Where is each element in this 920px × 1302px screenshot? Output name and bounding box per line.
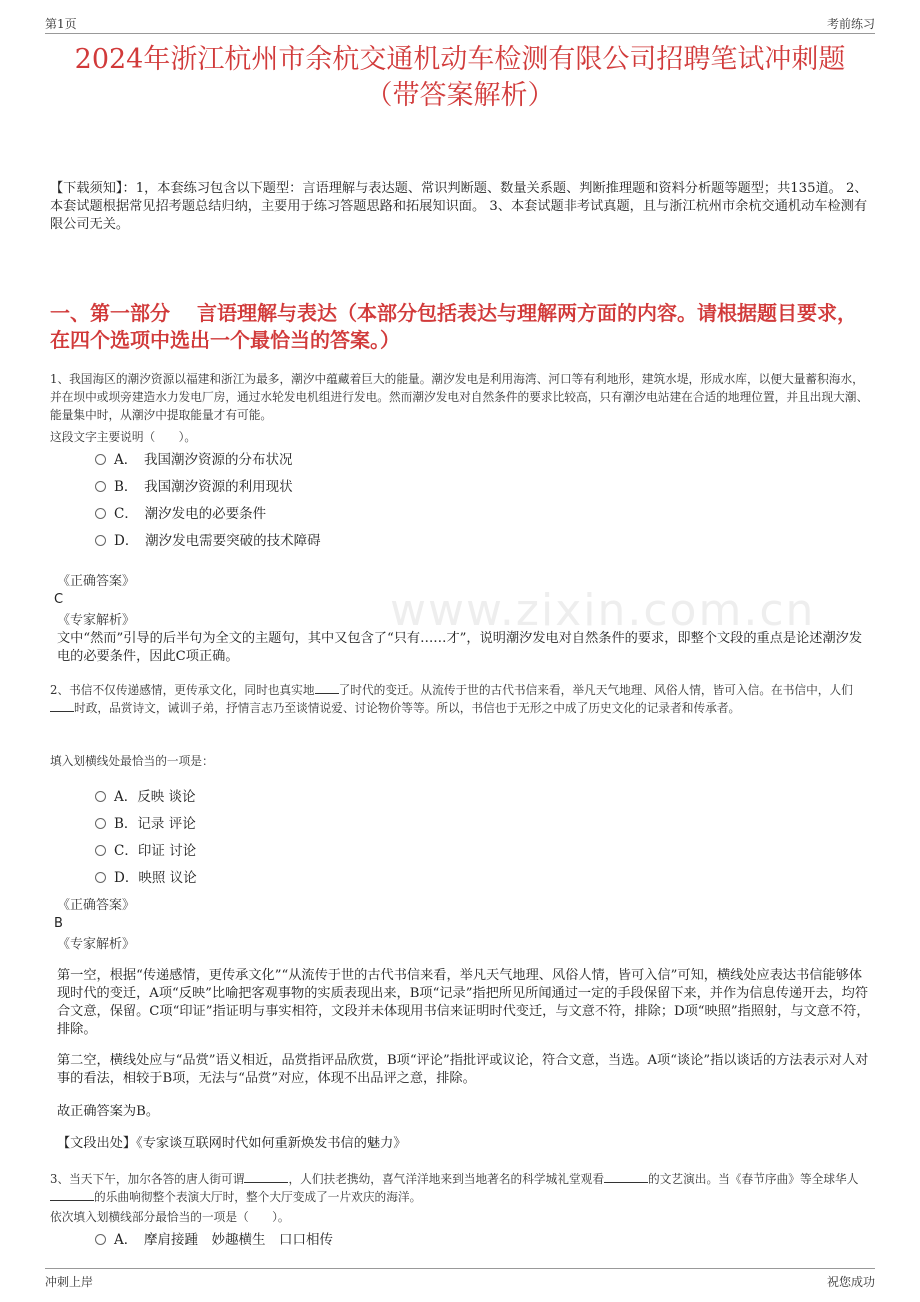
question-3-stem: 3、当天下午，加尔各答的唐人街可谓 ，人们扶老携幼，喜气洋洋地来到当地著名的科学城礼堂观看 的文艺演出。当《春节序曲》等全球华人的乐曲响彻整个表演大厅时，整个大厅变成了一片欢庆的海洋。	[50, 1172, 859, 1204]
radio-icon[interactable]	[95, 818, 106, 829]
question-2-stem: 2、书信不仅传递感情，更传承文化，同时也真实地 了时代的变迁。从流传于世的古代书信来看，举凡天气地理、风俗人情，皆可入信。在书信中，人们时政，品赏诗文，诫训子弟，抒情言志乃至谈情说爱、讨论物价等等。所以，书信也于无形之中成了历史文化的记录者和传承者。	[50, 683, 853, 715]
q1-analysis-label: 《专家解析》	[57, 613, 136, 628]
q1-answer: C	[54, 592, 64, 607]
q2-analysis-p2: 第二空，横线处应与“品赏”语义相近，品赏指评品欣赏，B项“评论”指批评或议论，符合文意，当选。A项“谈论”指以谈话的方法表示对人对事的看法，相较于B项，无法与“品赏”对应，体现不出品评之意，排除。	[57, 1053, 869, 1086]
fill-blank	[50, 1190, 94, 1201]
q1-option-a[interactable]: A． 我国潮汐资源的分布状况	[95, 451, 293, 469]
footer-left: 冲刺上岸	[45, 1275, 94, 1289]
fill-blank	[604, 1172, 648, 1183]
radio-icon[interactable]	[95, 535, 106, 546]
document-title: 2024年浙江杭州市余杭交通机动车检测有限公司招聘笔试冲刺题（带答案解析）	[74, 44, 846, 111]
radio-icon[interactable]	[95, 1234, 106, 1245]
question-2-ask: 填入划横线处最恰当的一项是：	[50, 754, 214, 768]
q1-option-b[interactable]: B． 我国潮汐资源的利用现状	[95, 478, 293, 496]
radio-icon[interactable]	[95, 508, 106, 519]
radio-icon[interactable]	[95, 872, 106, 883]
radio-icon[interactable]	[95, 845, 106, 856]
q2-source: 【文段出处】《专家谈互联网时代如何重新焕发书信的魅力》	[57, 1136, 407, 1151]
radio-icon[interactable]	[95, 791, 106, 802]
fill-blank	[315, 683, 339, 694]
q3-option-a[interactable]: A． 摩肩接踵 妙趣横生 口口相传	[95, 1231, 333, 1249]
question-3-ask: 依次填入划横线部分最恰当的一项是（ ）。	[50, 1210, 290, 1224]
q2-option-b[interactable]: B．记录 评论	[95, 815, 196, 833]
download-notice: 【下载须知】：1，本套练习包含以下题型：言语理解与表达题、常识判断题、数量关系题、判断推理题和资料分析题等题型；共135道。 2、本套试题根据常见招考题总结归纳，主要用于练习答题思路和拓展知识面。 3、本套试题非考试真题，且与浙江杭州市余杭交通机动车检测有限公司无关。	[50, 181, 868, 232]
fill-blank	[50, 701, 74, 712]
q2-analysis-p1: 第一空，根据“传递感情，更传承文化”“从流传于世的古代书信来看，举凡天气地理、风俗人情，皆可入信”可知，横线处应表达书信能够体现时代的变迁，A项“反映”比喻把客观事物的实质表现出来，B项“记录”指把所见所闻通过一定的手段保留下来，并作为信息传递开去，均符合文意，保留。C项“印证”指证明与事实相符，文段并未体现用书信来证明时代变迁，与文意不符，排除；D项“映照”指照射，与文意不符，排除。	[57, 968, 870, 1037]
fill-blank	[244, 1172, 288, 1183]
q2-answer-label: 《正确答案》	[57, 898, 136, 913]
q2-analysis-p3: 故正确答案为B。	[57, 1104, 160, 1119]
q1-analysis: 文中“然而”引导的后半句为全文的主题句，其中又包含了“只有……才”，说明潮汐发电对自然条件的要求，即整个文段的重点是论述潮汐发电的必要条件，因此C项正确。	[57, 631, 863, 664]
q2-option-c[interactable]: C．印证 讨论	[95, 842, 196, 860]
header-tag: 考前练习	[826, 17, 875, 31]
q2-answer: B	[54, 916, 63, 931]
page-header	[45, 12, 875, 34]
q1-option-c[interactable]: C． 潮汐发电的必要条件	[95, 505, 266, 523]
question-1-ask: 这段文字主要说明（ ）。	[50, 430, 197, 444]
radio-icon[interactable]	[95, 481, 106, 492]
question-1-stem: 1、我国海区的潮汐资源以福建和浙江为最多，潮汐中蕴藏着巨大的能量。潮汐发电是利用海湾、河口等有利地形，建筑水堤，形成水库，以便大量蓄积海水，并在坝中或坝旁建造水力发电厂房，通过水轮发电机组进行发电。然而潮汐发电对自然条件的要求比较高，只有潮汐电站建在合适的地理位置，并且出现大潮、能量集中时，从潮汐中提取能量才有可能。	[50, 372, 869, 422]
q1-answer-label: 《正确答案》	[57, 574, 136, 589]
footer-right: 祝您成功	[826, 1275, 875, 1289]
radio-icon[interactable]	[95, 454, 106, 465]
q1-option-d[interactable]: D． 潮汐发电需要突破的技术障碍	[95, 532, 321, 550]
page-footer	[45, 1268, 875, 1292]
q2-option-a[interactable]: A．反映 谈论	[95, 788, 196, 806]
q2-analysis-label: 《专家解析》	[57, 937, 136, 952]
page-number: 第1页	[45, 17, 77, 31]
watermark: www.zixin.com.cn	[390, 585, 816, 636]
section-title: 一、第一部分 言语理解与表达（本部分包括表达与理解两方面的内容。请根据题目要求，在四个选项中选出一个最恰当的答案。）	[50, 301, 857, 352]
q2-option-d[interactable]: D．映照 议论	[95, 869, 197, 887]
